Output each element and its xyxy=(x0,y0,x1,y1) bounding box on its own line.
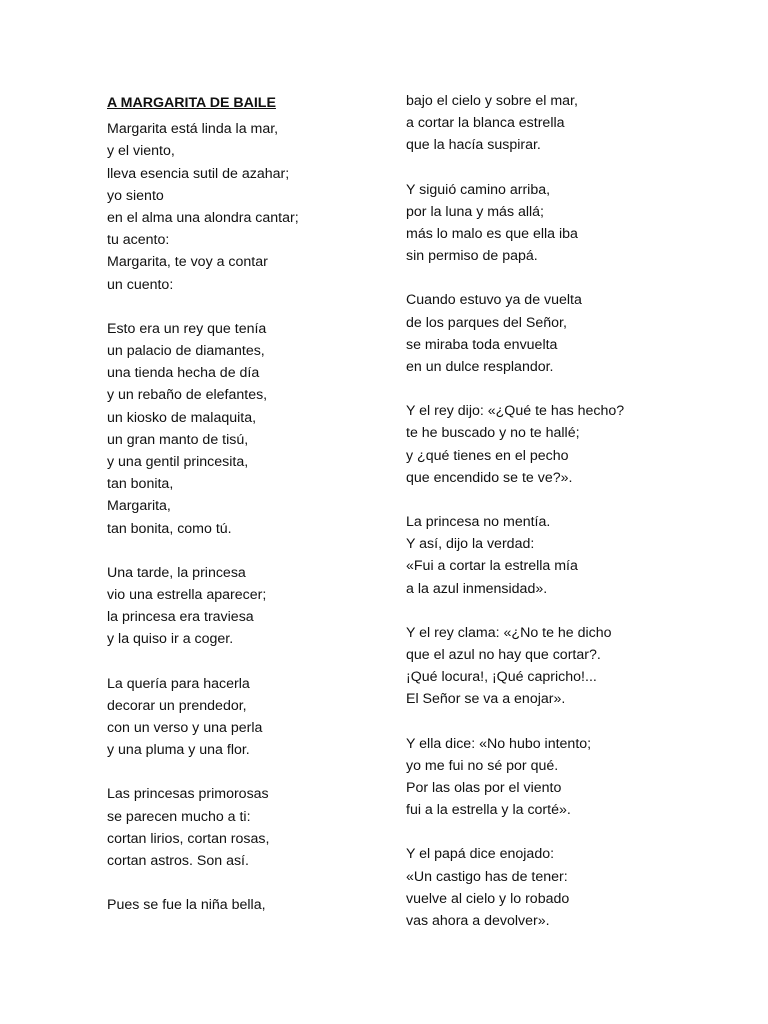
stanza xyxy=(406,511,706,600)
poem-line: Y el rey clama: «¿No te he dicho xyxy=(406,624,612,641)
poem-line: Y el rey dijo: «¿Qué te has hecho? xyxy=(406,403,625,420)
poem-line: fui a la estrella y la corté». xyxy=(406,802,571,819)
poem-title: A MARGARITA DE BAILE xyxy=(107,95,276,111)
stanza xyxy=(107,673,407,762)
stanza xyxy=(406,289,706,378)
poem-line: una tienda hecha de día xyxy=(107,365,260,382)
poem-line: Y así, dijo la verdad: xyxy=(406,536,535,553)
poem-line: sin permiso de papá. xyxy=(406,248,538,265)
poem-line: a cortar la blanca estrella xyxy=(406,115,565,132)
poem-line: con un verso y una perla xyxy=(107,720,263,737)
poem-line: yo siento xyxy=(107,187,164,204)
right-column xyxy=(406,90,706,954)
poem-line: La quería para hacerla xyxy=(107,675,250,692)
poem-line: «Fui a cortar la estrella mía xyxy=(406,558,578,575)
poem-line: yo me fui no sé por qué. xyxy=(406,757,559,774)
poem-line: de los parques del Señor, xyxy=(406,314,567,331)
poem-line: Pues se fue la niña bella, xyxy=(107,897,266,914)
poem-line: Esto era un rey que tenía xyxy=(107,320,267,337)
poem-line: La princesa no mentía. xyxy=(406,514,551,531)
poem-line: vio una estrella aparecer; xyxy=(107,587,267,604)
poem-line: un palacio de diamantes, xyxy=(107,343,265,360)
poem-line: ¡Qué locura!, ¡Qué capricho!... xyxy=(406,669,597,686)
poem-line: más lo malo es que ella iba xyxy=(406,226,578,243)
poem-line: Las princesas primorosas xyxy=(107,786,269,803)
poem-line: a la azul inmensidad». xyxy=(406,580,548,597)
poem-line: un gran manto de tisú, xyxy=(107,431,249,448)
poem-line: lleva esencia sutil de azahar; xyxy=(107,165,290,182)
poem-line: y la quiso ir a coger. xyxy=(107,631,234,648)
stanza xyxy=(406,733,706,822)
left-column xyxy=(107,90,407,939)
stanza xyxy=(107,318,407,540)
poem-line: cortan astros. Son así. xyxy=(107,853,249,870)
stanza xyxy=(107,118,407,296)
poem-line: un kiosko de malaquita, xyxy=(107,409,257,426)
stanza xyxy=(406,400,706,489)
poem-line: que la hacía suspirar. xyxy=(406,137,541,154)
poem-line: Una tarde, la princesa xyxy=(107,564,246,581)
poem-line: El Señor se va a enojar». xyxy=(406,691,566,708)
poem-line: en un dulce resplandor. xyxy=(406,359,554,376)
poem-line: la princesa era traviesa xyxy=(107,609,254,626)
poem-line: y una pluma y una flor. xyxy=(107,742,250,759)
poem-line: se parecen mucho a ti: xyxy=(107,808,251,825)
stanza xyxy=(107,562,407,651)
stanza xyxy=(406,843,706,932)
poem-line: tan bonita, como tú. xyxy=(107,520,232,537)
poem-line: en el alma una alondra cantar; xyxy=(107,210,299,227)
poem-line: vas ahora a devolver». xyxy=(406,913,550,930)
poem-line: se miraba toda envuelta xyxy=(406,336,558,353)
poem-line: decorar un prendedor, xyxy=(107,697,247,714)
poem-line: y ¿qué tienes en el pecho xyxy=(406,447,569,464)
poem-line: Cuando estuvo ya de vuelta xyxy=(406,292,582,309)
poem-line: bajo el cielo y sobre el mar, xyxy=(406,93,578,109)
stanza xyxy=(406,90,706,157)
poem-line: que encendido se te ve?». xyxy=(406,469,573,486)
poem-line: Por las olas por el viento xyxy=(406,780,562,797)
poem-line: y el viento, xyxy=(107,143,175,160)
poem-line: y un rebaño de elefantes, xyxy=(107,387,268,404)
poem-line: vuelve al cielo y lo robado xyxy=(406,890,570,907)
poem-line: por la luna y más allá; xyxy=(406,203,545,220)
poem-line: Y ella dice: «No hubo intento; xyxy=(406,735,592,752)
poem-line: Y siguió camino arriba, xyxy=(406,181,551,198)
poem-line: un cuento: xyxy=(107,276,174,293)
stanza xyxy=(406,179,706,268)
poem-line: «Un castigo has de tener: xyxy=(406,868,568,885)
poem-line: Margarita, xyxy=(107,498,171,515)
poem-line: cortan lirios, cortan rosas, xyxy=(107,830,270,847)
poem-line: te he buscado y no te hallé; xyxy=(406,425,580,442)
poem-line: Margarita, te voy a contar xyxy=(107,254,268,271)
stanza xyxy=(107,894,407,916)
stanza xyxy=(107,783,407,872)
poem-line: Y el papá dice enojado: xyxy=(406,846,555,863)
poem-line: tu acento: xyxy=(107,232,170,249)
stanza xyxy=(406,622,706,711)
poem-line: y una gentil princesita, xyxy=(107,454,249,471)
poem-line: Margarita está linda la mar, xyxy=(107,121,279,138)
poem-line: que el azul no hay que cortar?. xyxy=(406,647,601,664)
poem-line: tan bonita, xyxy=(107,476,174,493)
